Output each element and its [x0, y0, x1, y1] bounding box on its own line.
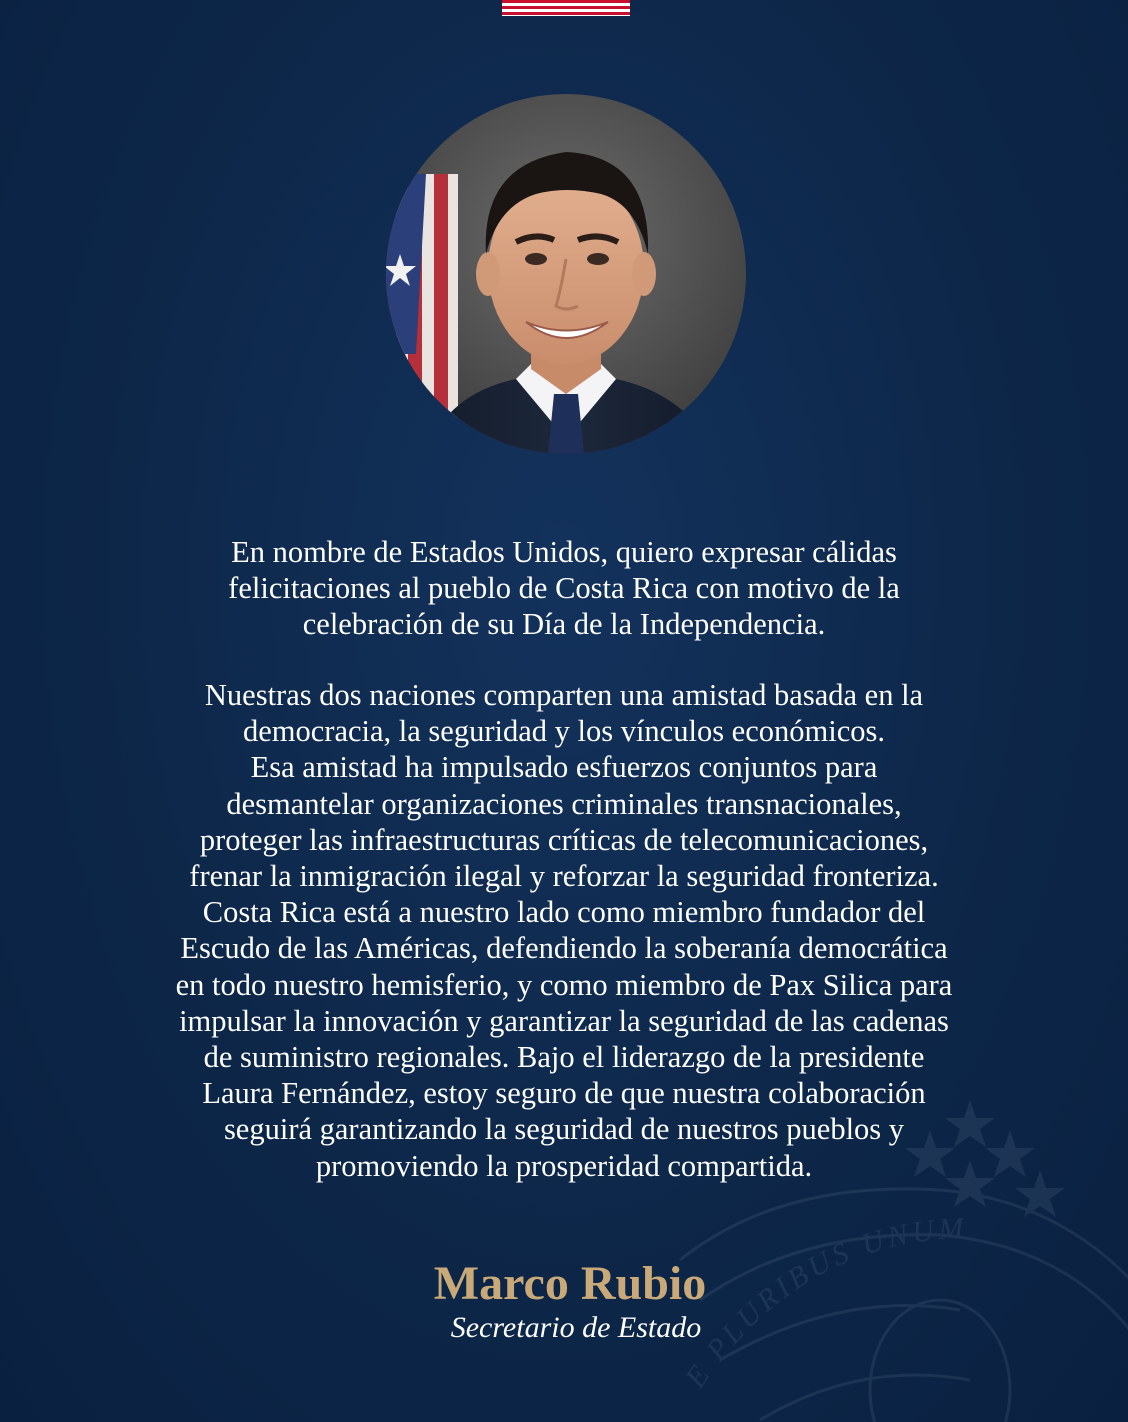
portrait-photo	[386, 94, 746, 454]
message-line: frenar la inmigración ilegal y reforzar la seguridad fronteriza.	[189, 859, 939, 894]
message-paragraph-2	[104, 677, 1024, 1184]
message-line: Costa Rica está a nuestro lado como miembro fundador del	[202, 895, 926, 930]
portrait-icon	[386, 94, 746, 454]
message-paragraph-1	[104, 534, 1024, 643]
signature-name: Marco Rubio	[433, 1257, 707, 1310]
message-line: en todo nuestro hemisferio, y como miembro de Pax Silica para	[175, 967, 953, 1002]
message-line: desmantelar organizaciones criminales transnacionales,	[226, 786, 902, 821]
message-line: Escudo de las Américas, defendiendo la soberanía democrática	[180, 931, 948, 966]
signature-title: Secretario de Estado	[450, 1311, 702, 1344]
message-line: impulsar la innovación y garantizar la seguridad de las cadenas	[179, 1003, 949, 1038]
message-line: En nombre de Estados Unidos, quiero expresar cálidas	[231, 535, 897, 569]
message-line: Esa amistad ha impulsado esfuerzos conjuntos para	[250, 750, 878, 785]
svg-text:E PLURIBUS UNUM: E PLURIBUS UNUM	[678, 1211, 969, 1394]
message-line: seguirá garantizando la seguridad de nuestros pueblos y	[223, 1112, 905, 1147]
message-line: promoviendo la prosperidad compartida.	[315, 1148, 813, 1183]
message-line: felicitaciones al pueblo de Costa Rica con motivo de la	[228, 571, 900, 606]
message-line: Nuestras dos naciones comparten una amistad basada en la	[204, 678, 924, 712]
message-line: proteger las infraestructuras críticas de telecomunicaciones,	[199, 822, 929, 857]
message-line: celebración de su Día de la Independencia.	[302, 607, 826, 642]
message-line: democracia, la seguridad y los vínculos económicos.	[242, 714, 885, 749]
message-line: Laura Fernández, estoy seguro de que nuestra colaboración	[202, 1076, 926, 1111]
message-line: de suministro regionales. Bajo el liderazgo de la presidente	[203, 1040, 925, 1075]
flag-strip-icon	[502, 0, 630, 16]
